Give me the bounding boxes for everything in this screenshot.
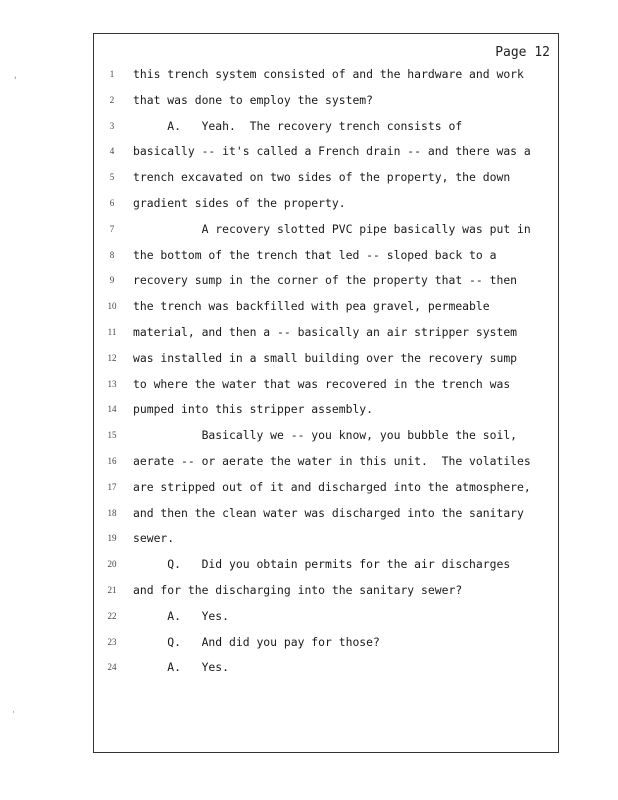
- transcript-line: gradient sides of the property.: [133, 196, 346, 210]
- transcript-line: Q. Did you obtain permits for the air discharges: [133, 557, 511, 572]
- line-number: 16: [107, 456, 117, 466]
- transcript-line: A. Yes.: [133, 608, 230, 623]
- transcript-line: recovery sump in the corner of the property that -- then: [133, 273, 518, 288]
- transcript-line: to where the water that was recovered in the trench was: [133, 376, 511, 391]
- line-number: 17: [107, 481, 117, 492]
- line-number: 8: [109, 249, 115, 260]
- page-number: Page 12: [495, 45, 550, 60]
- transcript-line: material, and then a -- basically an air stripper system: [133, 325, 518, 339]
- line-number: 23: [107, 636, 117, 647]
- transcript-line: and for the discharging into the sanitary sewer?: [133, 583, 463, 597]
- transcript-line: A. Yes.: [133, 660, 230, 675]
- transcript-line: trench excavated on two sides of the property, the down: [133, 170, 511, 185]
- transcript-line: basically -- it's called a French drain -- and there was a: [133, 144, 531, 159]
- line-number: 22: [107, 610, 117, 621]
- line-number: 1: [109, 69, 115, 79]
- line-number: 6: [109, 198, 115, 208]
- line-number: 11: [107, 327, 117, 337]
- transcript-line: pumped into this stripper assembly.: [133, 402, 374, 417]
- line-number: 18: [107, 507, 117, 518]
- line-number: 5: [109, 172, 115, 183]
- margin-mark: ·: [12, 708, 15, 718]
- line-number: 20: [107, 559, 117, 570]
- transcript-line: that was done to employ the system?: [133, 92, 374, 107]
- line-number: 24: [107, 662, 117, 673]
- transcript-line: aerate -- or aerate the water in this unit. The volatiles: [133, 454, 531, 468]
- transcript-line: A. Yeah. The recovery trench consists of: [133, 118, 463, 133]
- line-number: 12: [107, 352, 117, 363]
- line-number: 19: [107, 533, 117, 544]
- line-number: 9: [109, 275, 115, 286]
- line-number: 10: [107, 301, 117, 312]
- line-number: 7: [109, 223, 115, 234]
- line-number: 21: [107, 585, 117, 595]
- transcript-line: Basically we -- you know, you bubble the soil,: [133, 428, 518, 443]
- margin-mark: ': [14, 76, 17, 86]
- transcript-line: the bottom of the trench that led -- sloped back to a: [133, 247, 497, 262]
- line-number: 2: [109, 94, 115, 105]
- transcript-line: are stripped out of it and discharged into the atmosphere,: [133, 479, 531, 494]
- line-number: 14: [107, 404, 117, 415]
- transcript-line: sewer.: [133, 531, 175, 546]
- line-number: 3: [109, 120, 115, 131]
- transcript-line: the trench was backfilled with pea gravel, permeable: [133, 299, 490, 314]
- transcript-line: this trench system consisted of and the hardware and work: [133, 67, 524, 81]
- transcript-line: A recovery slotted PVC pipe basically was put in: [133, 221, 531, 236]
- transcript-line: was installed in a small building over the recovery sump: [133, 350, 518, 365]
- line-number: 4: [109, 146, 115, 157]
- line-number: 13: [107, 378, 117, 389]
- transcript-line: and then the clean water was discharged into the sanitary: [133, 505, 524, 520]
- line-number: 15: [107, 430, 117, 441]
- transcript-line: Q. And did you pay for those?: [133, 634, 380, 649]
